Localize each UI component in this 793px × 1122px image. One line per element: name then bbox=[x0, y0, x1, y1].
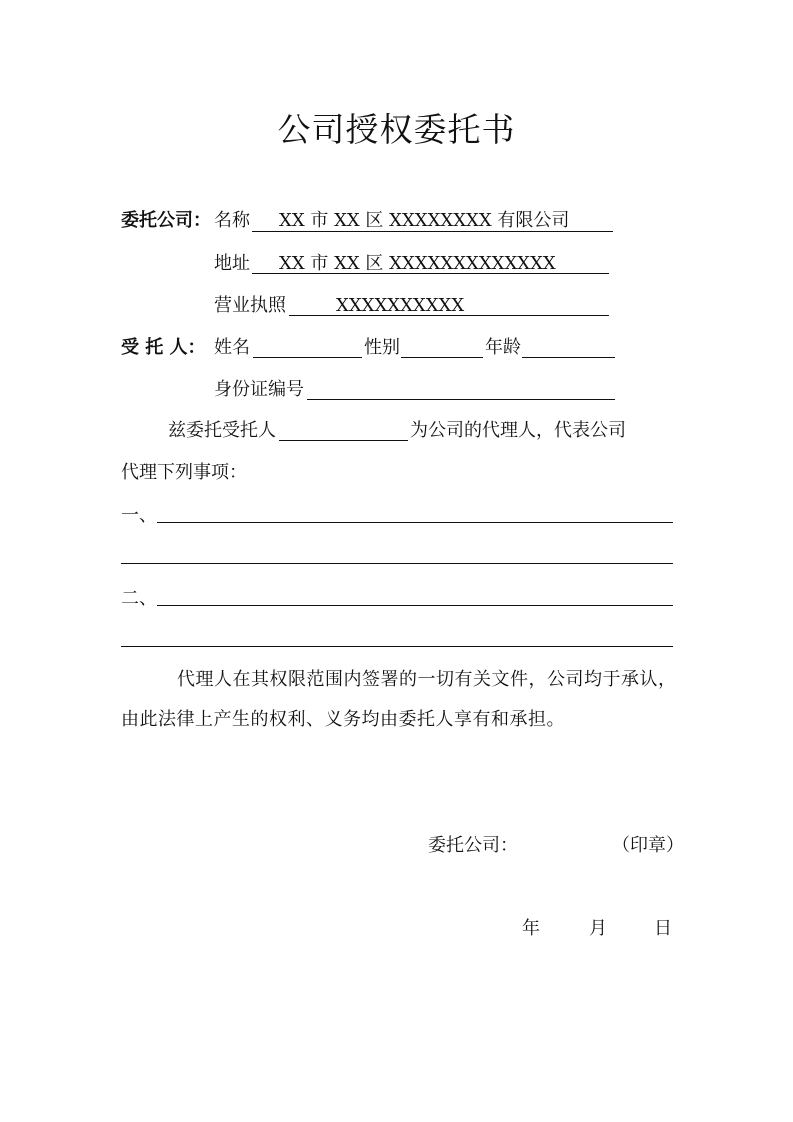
agent-age-label: 年龄 bbox=[485, 337, 521, 358]
date-month: 月 bbox=[589, 918, 607, 939]
company-name-label: 名称 bbox=[214, 210, 250, 231]
clause-line-2: 由此法律上产生的权利、义务均由委托人享有和承担。 bbox=[121, 709, 565, 730]
seal-label: （印章） bbox=[612, 835, 684, 856]
date-day: 日 bbox=[654, 918, 672, 939]
business-license-value[interactable]: XXXXXXXXXX bbox=[336, 295, 465, 316]
company-address-label: 地址 bbox=[214, 253, 250, 274]
appoint-prefix: 兹委托受托人 bbox=[168, 420, 276, 441]
principal-label: 委托公司： bbox=[121, 210, 211, 231]
agent-name-label: 姓名 bbox=[214, 337, 250, 358]
company-address-value[interactable]: XX 市 XX 区 XXXXXXXXXXXXX bbox=[279, 253, 556, 274]
matter-item-1-number: 一、 bbox=[121, 505, 157, 526]
business-license-label: 营业执照 bbox=[214, 295, 286, 316]
matter-item-2-line[interactable] bbox=[157, 605, 673, 606]
matter-item-2-number: 二、 bbox=[121, 588, 157, 609]
agent-label: 受 托 人： bbox=[121, 337, 206, 358]
agent-id-line[interactable] bbox=[307, 399, 615, 400]
matter-item-1-line[interactable] bbox=[157, 522, 673, 523]
matter-item-1-line-2[interactable] bbox=[121, 563, 673, 564]
signature-company-label: 委托公司： bbox=[428, 835, 518, 856]
clause-line-1: 代理人在其权限范围内签署的一切有关文件，公司均于承认， bbox=[177, 669, 677, 690]
agent-age-line[interactable] bbox=[522, 357, 615, 358]
appoint-agent-line[interactable] bbox=[279, 440, 408, 441]
company-name-value[interactable]: XX 市 XX 区 XXXXXXXX 有限公司 bbox=[279, 210, 570, 231]
appoint-suffix: 为公司的代理人，代表公司 bbox=[410, 420, 626, 441]
agent-name-line[interactable] bbox=[253, 357, 362, 358]
document-title: 公司授权委托书 bbox=[277, 110, 516, 149]
agent-gender-label: 性别 bbox=[364, 337, 400, 358]
matter-item-2-line-2[interactable] bbox=[121, 646, 673, 647]
matters-intro: 代理下列事项： bbox=[121, 462, 247, 483]
date-year: 年 bbox=[522, 918, 540, 939]
agent-gender-line[interactable] bbox=[401, 357, 483, 358]
agent-id-label: 身份证编号 bbox=[214, 379, 304, 400]
